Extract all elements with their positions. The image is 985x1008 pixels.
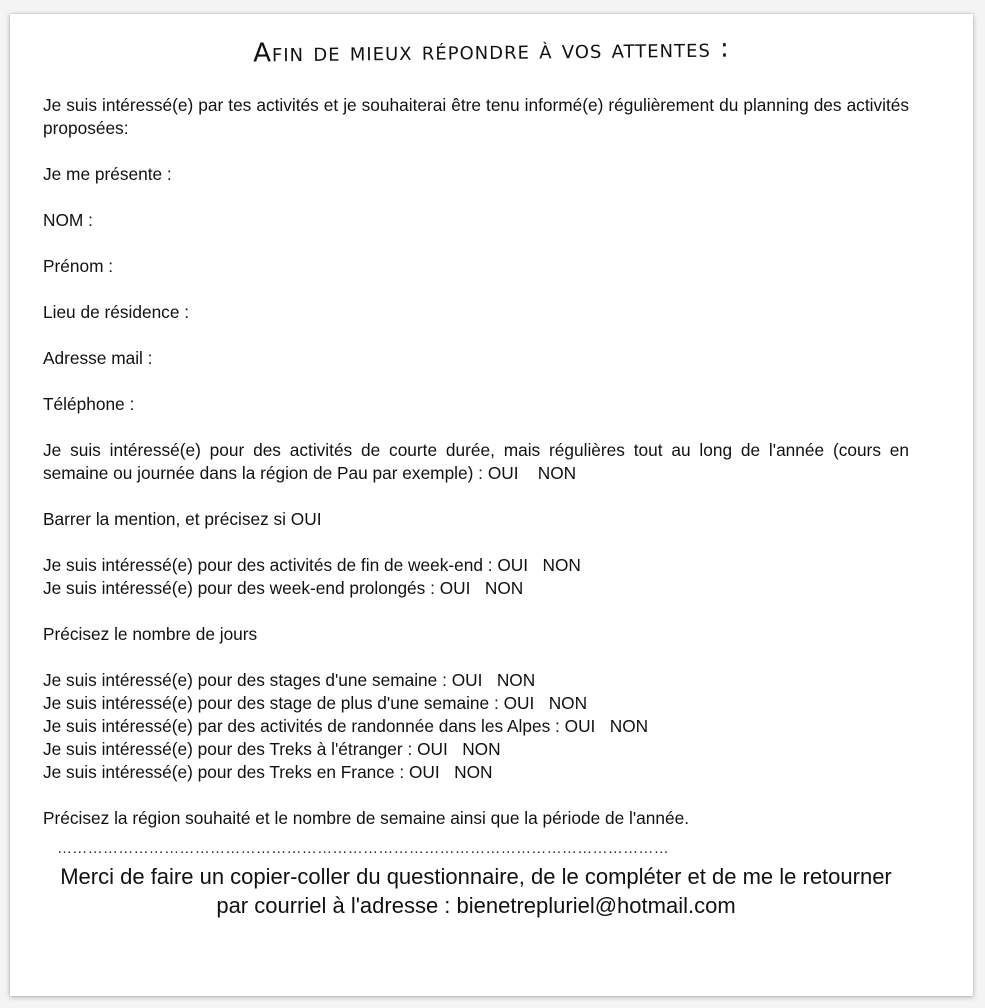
barrer-instruction: Barrer la mention, et précisez si OUI (43, 509, 322, 529)
question-courte-duree (43, 439, 909, 485)
oui-non-choice: OUI NON (503, 693, 588, 713)
answer-dotted-line: ………………………………………………………………………………………………………… (57, 840, 669, 857)
question-text: Je suis intéressé(e) par des activités de randonnée dans les Alpes : (43, 716, 560, 736)
precisez-jours: Précisez le nombre de jours (43, 624, 258, 644)
precisez-region: Précisez la région souhaité et le nombre de semaine ainsi que la période de l'année. (43, 808, 689, 828)
closing-message: Merci de faire un copier-coller du questionnaire, de le compléter et de me le retourner par courriel à l'adresse : bienetrepluriel@hotmail.com (60, 864, 892, 918)
question-text: Je suis intéressé(e) pour des Treks en France : (43, 762, 405, 782)
page-title: Afin de mieux répondre à vos attentes : (252, 33, 731, 69)
paper-sheet (10, 14, 973, 996)
oui-non-choice: OUI NON (497, 555, 581, 575)
question-text: Je suis intéressé(e) pour des activités de courte durée, mais régulières tout au long de l'année (cours en semaine ou journée dans la région de Pau par exemple) : (43, 440, 909, 483)
question-text: Je suis intéressé(e) pour des activités de fin de week-end : (43, 555, 493, 575)
question-weekend-prolonge (43, 577, 909, 600)
present-label: Je me présente : (43, 164, 172, 184)
question-stage-plus-semaine (43, 692, 909, 715)
oui-non-choice: OUI NON (408, 762, 493, 782)
question-text: Je suis intéressé(e) pour des week-end prolongés : (43, 578, 435, 598)
questionnaire-body (43, 94, 909, 830)
mail-field: Adresse mail : (43, 348, 153, 368)
question-text: Je suis intéressé(e) pour des stages d'une semaine : (43, 670, 447, 690)
question-text: Je suis intéressé(e) pour des Treks à l'étranger : (43, 739, 413, 759)
oui-non-choice: OUI NON (439, 578, 524, 598)
oui-non-choice: OUI NON (451, 670, 536, 690)
intro-text: Je suis intéressé(e) par tes activités et je souhaiterai être tenu informé(e) régulièrement du planning des activités proposées: (43, 95, 909, 138)
question-randonnee-alpes (43, 715, 909, 738)
nom-field: NOM : (43, 210, 93, 230)
oui-non-choice: OUI NON (417, 739, 501, 759)
question-text: Je suis intéressé(e) pour des stage de plus d'une semaine : (43, 693, 499, 713)
oui-non-choice: OUI NON (487, 463, 577, 483)
oui-non-choice: OUI NON (564, 716, 649, 736)
prenom-field: Prénom : (43, 256, 114, 276)
question-stage-semaine (43, 669, 909, 692)
question-treks-etranger (43, 738, 909, 761)
question-weekend (43, 554, 909, 577)
telephone-field: Téléphone : (43, 394, 135, 414)
question-treks-france (43, 761, 909, 784)
lieu-field: Lieu de résidence : (43, 302, 190, 322)
